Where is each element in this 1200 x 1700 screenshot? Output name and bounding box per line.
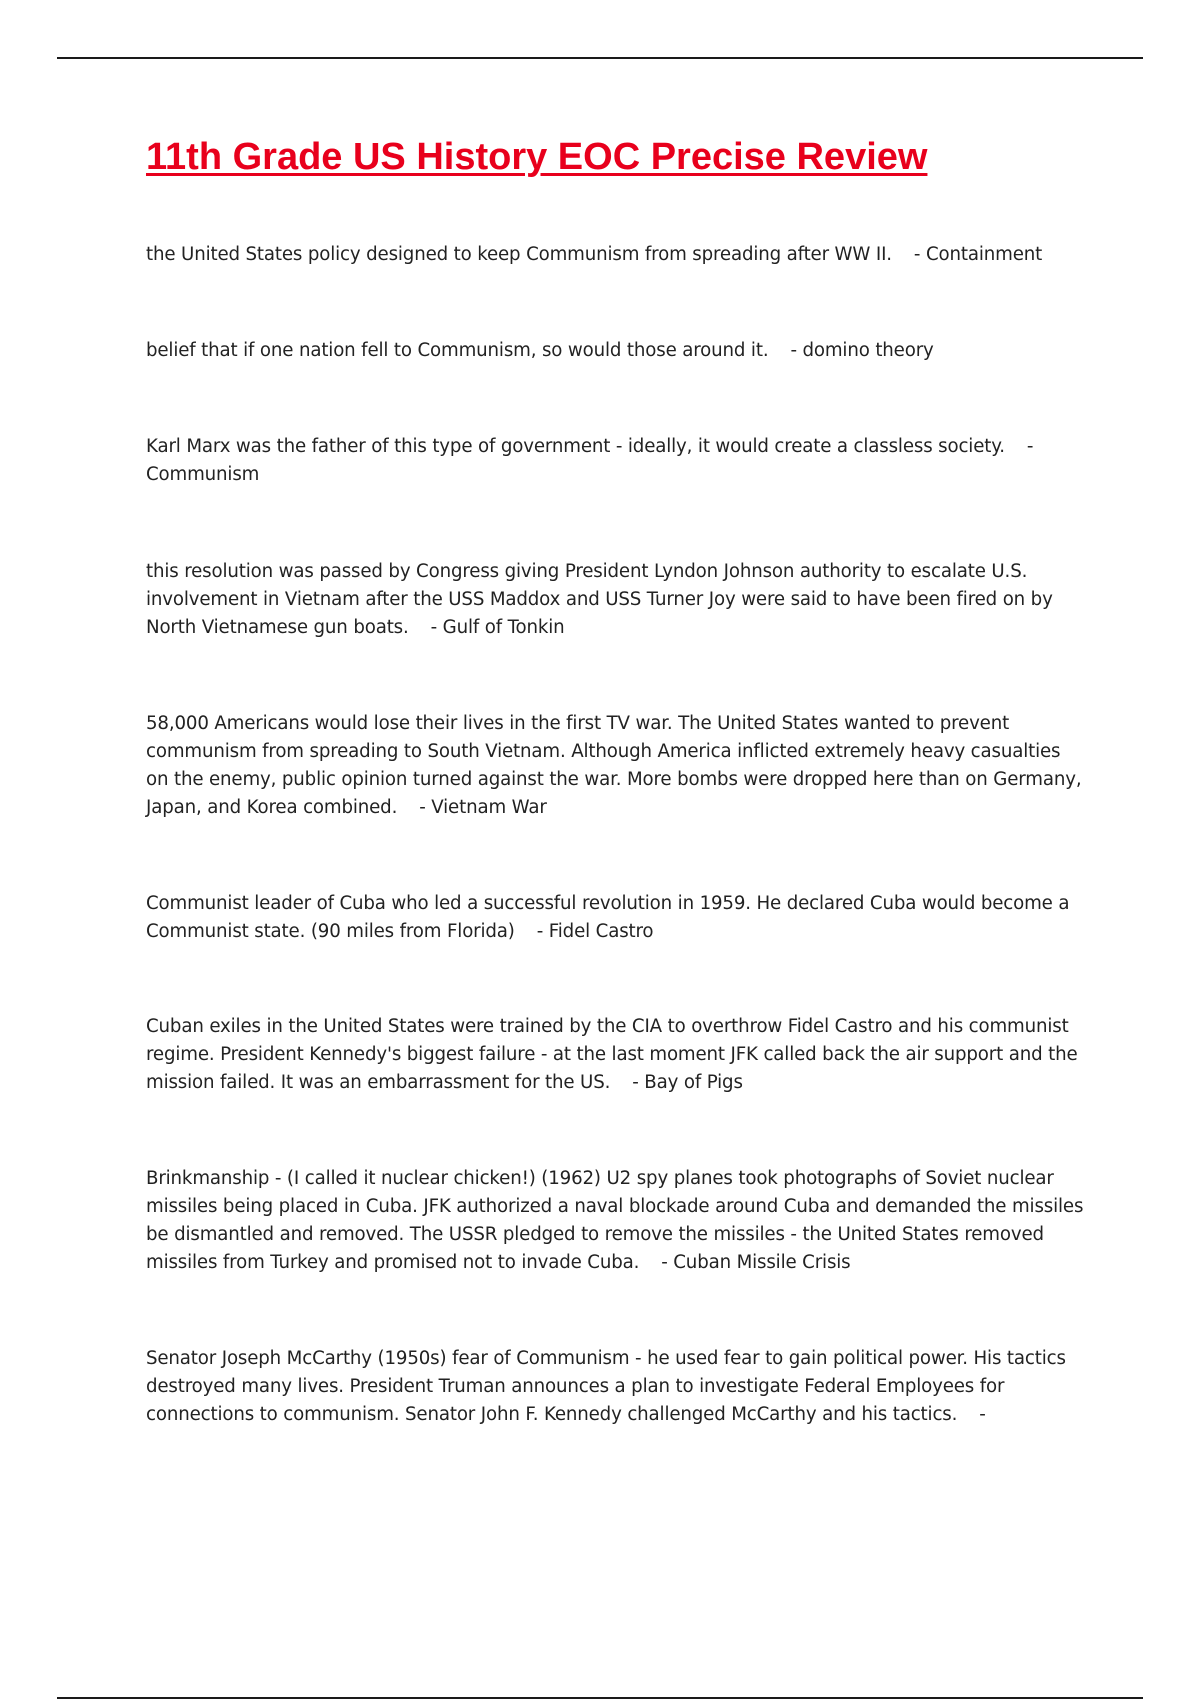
answer-text: - Bay of Pigs xyxy=(632,1072,743,1093)
answer-text: - Communism xyxy=(146,436,1034,485)
question-text: the United States policy designed to keep Communism from spreading after WW II. xyxy=(146,244,892,265)
question-text: Karl Marx was the father of this type of government - ideally, it would create a classless society. xyxy=(146,436,1005,457)
answer-text: - Containment xyxy=(913,244,1043,265)
review-item-bay-of-pigs xyxy=(146,1013,1086,1097)
answer-text: - domino theory xyxy=(790,340,934,361)
document-title: 11th Grade US History EOC Precise Review xyxy=(146,136,928,178)
review-item-gulf-of-tonkin xyxy=(146,558,1086,642)
review-item-cuban-missile-crisis xyxy=(146,1165,1086,1277)
question-text: Senator Joseph McCarthy (1950s) fear of Communism - he used fear to gain political power. His tactics destroyed many lives. President Truman announces a plan to investigate Federal Employees for connections to communism. Senator John F. Kennedy challenged McCarthy and his tactics. xyxy=(146,1348,1066,1425)
question-text: belief that if one nation fell to Communism, so would those around it. xyxy=(146,340,769,361)
review-item-containment xyxy=(146,241,1086,269)
answer-text: - Cuban Missile Crisis xyxy=(661,1252,851,1273)
question-text: this resolution was passed by Congress giving President Lyndon Johnson authority to escalate U.S. involvement in Vietnam after the USS Maddox and USS Turner Joy were said to have been fired on by North Vietnamese gun boats. xyxy=(146,561,1053,638)
review-item-communism xyxy=(146,433,1086,489)
answer-text: - Fidel Castro xyxy=(536,921,654,942)
question-text: Communist leader of Cuba who led a successful revolution in 1959. He declared Cuba would become a Communist state. (90 miles from Florida) xyxy=(146,893,1070,942)
review-item-domino-theory xyxy=(146,337,1086,365)
answer-text: - Gulf of Tonkin xyxy=(430,617,565,638)
page-top-rule xyxy=(57,57,1143,59)
question-text: 58,000 Americans would lose their lives in the first TV war. The United States wanted to prevent communism from spreading to South Vietnam. Although America inflicted extremely heavy casualties on the enemy, public opinion turned against the war. More bombs were dropped here than on Germany, Japan, and Korea combined. xyxy=(146,713,1082,818)
review-item-vietnam-war xyxy=(146,710,1086,822)
answer-text: - xyxy=(979,1404,986,1425)
review-item-mccarthyism xyxy=(146,1345,1086,1429)
question-text: Brinkmanship - (I called it nuclear chicken!) (1962) U2 spy planes took photographs of Soviet nuclear missiles being placed in Cuba. JFK authorized a naval blockade around Cuba and demanded the missiles be dismantled and removed. The USSR pledged to remove the missiles - the United States removed missiles from Turkey and promised not to invade Cuba. xyxy=(146,1168,1084,1273)
answer-text: - Vietnam War xyxy=(419,797,547,818)
review-item-fidel-castro xyxy=(146,890,1086,946)
page-bottom-rule xyxy=(57,1697,1143,1699)
question-text: Cuban exiles in the United States were trained by the CIA to overthrow Fidel Castro and his communist regime. President Kennedy's biggest failure - at the last moment JFK called back the air support and the mission failed. It was an embarrassment for the US. xyxy=(146,1016,1078,1093)
